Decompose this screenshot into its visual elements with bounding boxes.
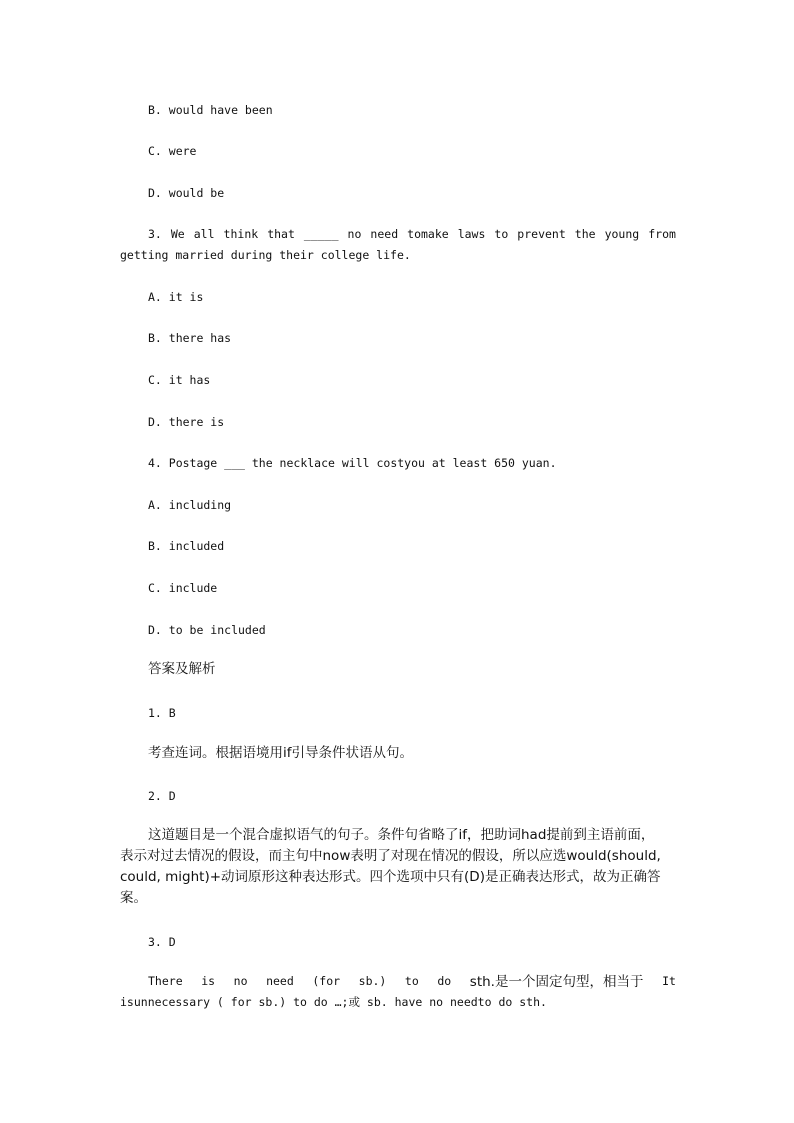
q3-option-c: C. it has bbox=[148, 373, 211, 387]
q4-option-c: C. include bbox=[148, 581, 218, 595]
q3-word: 3. bbox=[148, 227, 162, 241]
explanation-2-line4: 案。 bbox=[120, 890, 147, 906]
e3-word: There bbox=[148, 974, 183, 988]
q3-option-b: B. there has bbox=[148, 331, 232, 345]
q3-word: the bbox=[574, 227, 596, 241]
q2-option-d: D. would be bbox=[148, 186, 225, 200]
e3-word: is bbox=[201, 974, 216, 988]
e3-word: to bbox=[404, 974, 419, 988]
q3-word: _____ bbox=[303, 227, 339, 241]
q3-word: need bbox=[370, 227, 399, 241]
explanation-1: 考查连词。根据语境用if引导条件状语从句。 bbox=[148, 745, 414, 761]
q3-word: to bbox=[494, 227, 509, 241]
q4-option-b: B. included bbox=[148, 539, 225, 553]
q4-option-a: A. including bbox=[148, 498, 232, 512]
q3-option-a: A. it is bbox=[148, 290, 204, 304]
e3-word: sb.) bbox=[358, 974, 387, 988]
e3-word: no bbox=[233, 974, 248, 988]
q3-word: We bbox=[170, 227, 185, 241]
q3-stem-line2: getting married during their college life. bbox=[120, 248, 411, 262]
q3-word: prevent bbox=[517, 227, 566, 241]
q3-word: think bbox=[223, 227, 259, 241]
answer-3: 3. D bbox=[148, 935, 176, 949]
q3-word: that bbox=[267, 227, 295, 241]
explanation-2-line1: 这道题目是一个混合虚拟语气的句子。条件句省略了if，把助词had提前到主语前面， bbox=[148, 827, 655, 843]
e3-word: need bbox=[266, 974, 294, 988]
q2-option-c: C. were bbox=[148, 144, 197, 158]
e3-word: do bbox=[437, 974, 452, 988]
e3-word: (for bbox=[312, 974, 341, 988]
explanation-2-line2: 表示对过去情况的假设，而主句中now表明了对现在情况的假设，所以应选would(should, bbox=[120, 848, 661, 864]
q4-option-d: D. to be included bbox=[148, 623, 266, 637]
q3-word: young bbox=[604, 227, 640, 241]
e3-word: sth.是一个固定句型，相当于 bbox=[469, 974, 644, 990]
q3-word: tomake bbox=[407, 227, 449, 241]
q3-stem-line1 bbox=[120, 227, 676, 241]
q3-word: laws bbox=[457, 227, 486, 241]
explanation-2-line3: could, might)+动词原形这种表达形式。四个选项中只有(D)是正确表达形式，故为正确答 bbox=[120, 869, 661, 885]
explanation-3-line1 bbox=[120, 974, 676, 990]
answers-heading: 答案及解析 bbox=[148, 661, 216, 677]
answer-1: 1. B bbox=[148, 706, 176, 720]
q3-option-d: D. there is bbox=[148, 415, 225, 429]
answer-2: 2. D bbox=[148, 789, 176, 803]
e3-word: It bbox=[662, 974, 676, 988]
q3-word: no bbox=[347, 227, 362, 241]
q3-word: from bbox=[648, 227, 676, 241]
q4-stem: 4. Postage ___ the necklace will costyou at least 650 yuan. bbox=[148, 456, 557, 470]
q3-word: all bbox=[193, 227, 215, 241]
explanation-3-line2: isunnecessary ( for sb.) to do …;或 sb. have no needto do sth. bbox=[120, 995, 547, 1009]
q2-option-b: B. would have been bbox=[148, 103, 273, 117]
